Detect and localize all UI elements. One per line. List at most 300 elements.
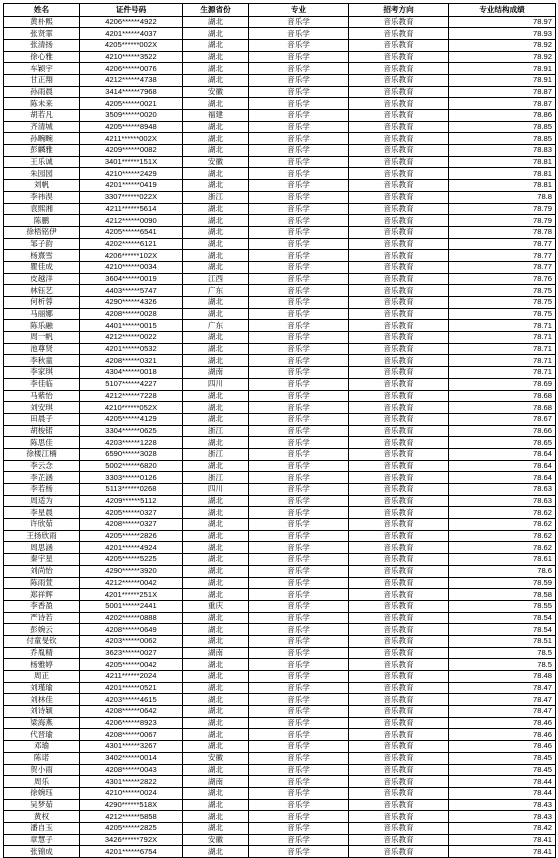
cell-province: 湖南 [183, 647, 249, 659]
table-row [4, 238, 556, 250]
cell-direction: 音乐教育 [349, 250, 449, 262]
cell-direction: 音乐教育 [349, 168, 449, 180]
cell-score: 78.92 [449, 51, 556, 63]
cell-direction: 音乐教育 [349, 121, 449, 133]
cell-direction: 音乐教育 [349, 156, 449, 168]
table-row [4, 378, 556, 390]
cell-id-number: 3307******022X [80, 191, 183, 203]
table-row [4, 787, 556, 799]
table-row [4, 612, 556, 624]
table-row [4, 671, 556, 683]
cell-major: 音乐学 [249, 39, 349, 51]
cell-id-number: 4205******4129 [80, 413, 183, 425]
cell-name: 徐心雅 [4, 51, 80, 63]
cell-name: 陈雨萱 [4, 577, 80, 589]
cell-id-number: 4201******4037 [80, 28, 183, 40]
cell-direction: 音乐教育 [349, 495, 449, 507]
cell-major: 音乐学 [249, 846, 349, 858]
cell-province: 湖北 [183, 799, 249, 811]
cell-direction: 音乐教育 [349, 624, 449, 636]
cell-id-number: 4403******5747 [80, 285, 183, 297]
cell-id-number: 4205******2826 [80, 530, 183, 542]
cell-direction: 音乐教育 [349, 776, 449, 788]
cell-major: 音乐学 [249, 402, 349, 414]
cell-name: 李芷涵 [4, 472, 80, 484]
cell-id-number: 4206******0076 [80, 63, 183, 75]
table-row [4, 776, 556, 788]
table-row [4, 98, 556, 110]
cell-major: 音乐学 [249, 624, 349, 636]
cell-province: 湖北 [183, 635, 249, 647]
cell-name: 刘安琪 [4, 402, 80, 414]
cell-score: 78.85 [449, 121, 556, 133]
cell-major: 音乐学 [249, 530, 349, 542]
cell-province: 湖北 [183, 16, 249, 28]
table-row [4, 729, 556, 741]
cell-province: 湖北 [183, 554, 249, 566]
cell-major: 音乐学 [249, 764, 349, 776]
cell-id-number: 4290******518X [80, 799, 183, 811]
cell-direction: 音乐教育 [349, 16, 449, 28]
cell-province: 湖北 [183, 822, 249, 834]
cell-id-number: 4206******8923 [80, 717, 183, 729]
cell-name: 杨雅婷 [4, 659, 80, 671]
table-row [4, 472, 556, 484]
table-row [4, 355, 556, 367]
cell-name: 周适为 [4, 495, 80, 507]
cell-score: 78.42 [449, 822, 556, 834]
table-row [4, 168, 556, 180]
cell-province: 湖北 [183, 460, 249, 472]
cell-province: 湖北 [183, 787, 249, 799]
cell-name: 李云念 [4, 460, 80, 472]
cell-id-number: 3401******151X [80, 156, 183, 168]
cell-direction: 音乐教育 [349, 530, 449, 542]
table-row [4, 448, 556, 460]
cell-province: 湖北 [183, 413, 249, 425]
cell-major: 音乐学 [249, 297, 349, 309]
table-row [4, 86, 556, 98]
cell-major: 音乐学 [249, 238, 349, 250]
cell-major: 音乐学 [249, 659, 349, 671]
cell-name: 梁海燕 [4, 717, 80, 729]
cell-direction: 音乐教育 [349, 98, 449, 110]
table-row [4, 145, 556, 157]
cell-name: 周正 [4, 671, 80, 683]
cell-score: 78.47 [449, 706, 556, 718]
cell-name: 李祎淏 [4, 191, 80, 203]
cell-major: 音乐学 [249, 191, 349, 203]
cell-name: 张贤霏 [4, 28, 80, 40]
cell-id-number: 4205******0327 [80, 507, 183, 519]
cell-score: 78.62 [449, 507, 556, 519]
cell-major: 音乐学 [249, 285, 349, 297]
cell-score: 78.47 [449, 694, 556, 706]
cell-name: 付童旻钦 [4, 635, 80, 647]
cell-name: 刘诗颖 [4, 706, 80, 718]
cell-direction: 音乐教育 [349, 355, 449, 367]
cell-major: 音乐学 [249, 577, 349, 589]
cell-id-number: 4203******0062 [80, 635, 183, 647]
cell-name: 陈思佳 [4, 437, 80, 449]
cell-id-number: 4210******3522 [80, 51, 183, 63]
cell-direction: 音乐教育 [349, 320, 449, 332]
cell-province: 湖北 [183, 624, 249, 636]
cell-name: 黄权 [4, 811, 80, 823]
cell-major: 音乐学 [249, 448, 349, 460]
cell-province: 湖南 [183, 367, 249, 379]
cell-direction: 音乐教育 [349, 238, 449, 250]
score-table [3, 3, 556, 858]
cell-score: 78.75 [449, 308, 556, 320]
cell-province: 福建 [183, 110, 249, 122]
cell-major: 音乐学 [249, 811, 349, 823]
cell-score: 78.64 [449, 460, 556, 472]
cell-direction: 音乐教育 [349, 297, 449, 309]
cell-direction: 音乐教育 [349, 787, 449, 799]
cell-direction: 音乐教育 [349, 63, 449, 75]
cell-direction: 音乐教育 [349, 846, 449, 858]
cell-id-number: 4208******0327 [80, 519, 183, 531]
cell-major: 音乐学 [249, 752, 349, 764]
cell-major: 音乐学 [249, 180, 349, 192]
table-row [4, 413, 556, 425]
cell-score: 78.5 [449, 659, 556, 671]
cell-score: 78.78 [449, 226, 556, 238]
cell-province: 湖北 [183, 729, 249, 741]
cell-major: 音乐学 [249, 589, 349, 601]
cell-id-number: 4205******8948 [80, 121, 183, 133]
cell-province: 湖北 [183, 764, 249, 776]
cell-id-number: 3509******0020 [80, 110, 183, 122]
cell-province: 湖北 [183, 671, 249, 683]
cell-id-number: 4202******6121 [80, 238, 183, 250]
cell-major: 音乐学 [249, 425, 349, 437]
cell-province: 湖北 [183, 180, 249, 192]
cell-score: 78.97 [449, 16, 556, 28]
cell-province: 湖北 [183, 308, 249, 320]
cell-province: 湖北 [183, 261, 249, 273]
table-row [4, 811, 556, 823]
cell-name: 王乐诚 [4, 156, 80, 168]
cell-id-number: 4210******2429 [80, 168, 183, 180]
cell-id-number: 4201******0521 [80, 682, 183, 694]
cell-province: 湖北 [183, 530, 249, 542]
cell-id-number: 5002******6820 [80, 460, 183, 472]
cell-major: 音乐学 [249, 378, 349, 390]
cell-direction: 音乐教育 [349, 180, 449, 192]
cell-name: 李香盈 [4, 600, 80, 612]
cell-major: 音乐学 [249, 390, 349, 402]
cell-score: 78.77 [449, 250, 556, 262]
cell-direction: 音乐教育 [349, 694, 449, 706]
cell-id-number: 4301******3267 [80, 741, 183, 753]
cell-direction: 音乐教育 [349, 542, 449, 554]
cell-province: 湖北 [183, 145, 249, 157]
cell-score: 78.41 [449, 834, 556, 846]
cell-id-number: 4304******0018 [80, 367, 183, 379]
cell-province: 湖北 [183, 203, 249, 215]
cell-name: 朱园园 [4, 168, 80, 180]
cell-direction: 音乐教育 [349, 741, 449, 753]
table-row [4, 600, 556, 612]
cell-score: 78.71 [449, 332, 556, 344]
cell-province: 湖北 [183, 74, 249, 86]
cell-province: 湖北 [183, 343, 249, 355]
cell-score: 78.51 [449, 635, 556, 647]
cell-major: 音乐学 [249, 413, 349, 425]
table-row [4, 519, 556, 531]
cell-direction: 音乐教育 [349, 682, 449, 694]
table-row [4, 203, 556, 215]
cell-name: 李若杨 [4, 484, 80, 496]
cell-direction: 音乐教育 [349, 612, 449, 624]
cell-province: 湖北 [183, 495, 249, 507]
cell-direction: 音乐教育 [349, 226, 449, 238]
cell-id-number: 4203******1228 [80, 437, 183, 449]
cell-score: 78.54 [449, 612, 556, 624]
cell-direction: 音乐教育 [349, 308, 449, 320]
cell-major: 音乐学 [249, 343, 349, 355]
cell-major: 音乐学 [249, 787, 349, 799]
cell-score: 78.71 [449, 355, 556, 367]
cell-score: 78.87 [449, 86, 556, 98]
cell-id-number: 5113******0268 [80, 484, 183, 496]
table-row [4, 752, 556, 764]
cell-province: 湖南 [183, 776, 249, 788]
cell-name: 邹子韵 [4, 238, 80, 250]
cell-name: 彭婉云 [4, 624, 80, 636]
cell-name: 胡若凡 [4, 110, 80, 122]
cell-major: 音乐学 [249, 156, 349, 168]
cell-major: 音乐学 [249, 273, 349, 285]
cell-name: 吴梦茹 [4, 799, 80, 811]
cell-score: 78.62 [449, 519, 556, 531]
cell-score: 78.46 [449, 717, 556, 729]
cell-province: 江西 [183, 273, 249, 285]
cell-name: 何析蓉 [4, 297, 80, 309]
cell-id-number: 4201******6754 [80, 846, 183, 858]
table-row [4, 215, 556, 227]
cell-id-number: 4205******002X [80, 39, 183, 51]
cell-direction: 音乐教育 [349, 554, 449, 566]
cell-score: 78.48 [449, 671, 556, 683]
cell-score: 78.81 [449, 156, 556, 168]
cell-id-number: 4212******7228 [80, 390, 183, 402]
cell-score: 78.76 [449, 273, 556, 285]
cell-id-number: 3402******0014 [80, 752, 183, 764]
cell-name: 徐楼江楠 [4, 448, 80, 460]
table-row [4, 180, 556, 192]
cell-id-number: 4212******5858 [80, 811, 183, 823]
cell-major: 音乐学 [249, 437, 349, 449]
cell-score: 78.79 [449, 203, 556, 215]
table-row [4, 484, 556, 496]
table-row [4, 51, 556, 63]
cell-id-number: 4201******0419 [80, 180, 183, 192]
cell-province: 浙江 [183, 191, 249, 203]
table-row [4, 226, 556, 238]
cell-id-number: 4212******0022 [80, 332, 183, 344]
table-row [4, 495, 556, 507]
cell-score: 78.8 [449, 191, 556, 203]
cell-direction: 音乐教育 [349, 145, 449, 157]
cell-id-number: 4205******6541 [80, 226, 183, 238]
cell-name: 胡梭锘 [4, 425, 80, 437]
table-row [4, 28, 556, 40]
cell-id-number: 4208******0067 [80, 729, 183, 741]
cell-score: 78.79 [449, 215, 556, 227]
table-row [4, 74, 556, 86]
cell-id-number: 3426******792X [80, 834, 183, 846]
cell-name: 瞿佳成 [4, 261, 80, 273]
cell-id-number: 4211******5614 [80, 203, 183, 215]
cell-direction: 音乐教育 [349, 133, 449, 145]
cell-major: 音乐学 [249, 86, 349, 98]
cell-major: 音乐学 [249, 612, 349, 624]
table-row [4, 390, 556, 402]
table-row [4, 425, 556, 437]
cell-direction: 音乐教育 [349, 764, 449, 776]
cell-id-number: 4208******0028 [80, 308, 183, 320]
cell-major: 音乐学 [249, 226, 349, 238]
cell-score: 78.75 [449, 285, 556, 297]
cell-direction: 音乐教育 [349, 811, 449, 823]
cell-direction: 音乐教育 [349, 799, 449, 811]
table-row [4, 764, 556, 776]
cell-score: 78.77 [449, 238, 556, 250]
cell-id-number: 4201******4924 [80, 542, 183, 554]
cell-major: 音乐学 [249, 635, 349, 647]
cell-province: 湖北 [183, 659, 249, 671]
cell-score: 78.91 [449, 74, 556, 86]
cell-score: 78.83 [449, 145, 556, 157]
cell-direction: 音乐教育 [349, 28, 449, 40]
cell-id-number: 4290******3920 [80, 565, 183, 577]
table-row [4, 507, 556, 519]
cell-id-number: 4209******5112 [80, 495, 183, 507]
cell-score: 78.71 [449, 343, 556, 355]
cell-major: 音乐学 [249, 507, 349, 519]
cell-province: 湖北 [183, 250, 249, 262]
cell-province: 湖北 [183, 846, 249, 858]
cell-major: 音乐学 [249, 694, 349, 706]
cell-province: 湖北 [183, 332, 249, 344]
cell-direction: 音乐教育 [349, 448, 449, 460]
cell-major: 音乐学 [249, 16, 349, 28]
cell-province: 四川 [183, 378, 249, 390]
cell-province: 湖北 [183, 589, 249, 601]
table-row [4, 565, 556, 577]
cell-province: 四川 [183, 484, 249, 496]
cell-name: 郑祥辉 [4, 589, 80, 601]
cell-score: 78.45 [449, 752, 556, 764]
table-row [4, 460, 556, 472]
cell-direction: 音乐教育 [349, 261, 449, 273]
cell-province: 安徽 [183, 86, 249, 98]
cell-score: 78.91 [449, 63, 556, 75]
cell-province: 湖北 [183, 717, 249, 729]
cell-direction: 音乐教育 [349, 635, 449, 647]
cell-id-number: 4210******052X [80, 402, 183, 414]
table-row [4, 343, 556, 355]
cell-direction: 音乐教育 [349, 390, 449, 402]
cell-name: 袁熙湘 [4, 203, 80, 215]
table-row [4, 694, 556, 706]
cell-id-number: 4205******5225 [80, 554, 183, 566]
cell-direction: 音乐教育 [349, 191, 449, 203]
cell-direction: 音乐教育 [349, 565, 449, 577]
table-row [4, 706, 556, 718]
cell-score: 78.46 [449, 741, 556, 753]
table-row [4, 273, 556, 285]
cell-name: 杨熹雪 [4, 250, 80, 262]
cell-province: 湖北 [183, 121, 249, 133]
cell-score: 78.71 [449, 320, 556, 332]
cell-province: 浙江 [183, 472, 249, 484]
cell-province: 湖北 [183, 226, 249, 238]
cell-major: 音乐学 [249, 320, 349, 332]
cell-major: 音乐学 [249, 168, 349, 180]
cell-id-number: 4201******0532 [80, 343, 183, 355]
table-row [4, 624, 556, 636]
cell-direction: 音乐教育 [349, 74, 449, 86]
cell-name: 张锦成 [4, 846, 80, 858]
cell-direction: 音乐教育 [349, 285, 449, 297]
cell-score: 78.71 [449, 367, 556, 379]
cell-id-number: 4205******0042 [80, 659, 183, 671]
cell-score: 78.81 [449, 180, 556, 192]
cell-direction: 音乐教育 [349, 86, 449, 98]
cell-major: 音乐学 [249, 203, 349, 215]
cell-score: 78.87 [449, 98, 556, 110]
table-body [4, 16, 556, 858]
cell-name: 许欣茹 [4, 519, 80, 531]
cell-direction: 音乐教育 [349, 706, 449, 718]
cell-name: 张清扬 [4, 39, 80, 51]
cell-major: 音乐学 [249, 741, 349, 753]
table-row [4, 741, 556, 753]
cell-name: 潘自玉 [4, 822, 80, 834]
cell-major: 音乐学 [249, 729, 349, 741]
cell-major: 音乐学 [249, 834, 349, 846]
cell-id-number: 3604******0019 [80, 273, 183, 285]
cell-province: 湖北 [183, 542, 249, 554]
table-row [4, 635, 556, 647]
cell-name: 邓瑜 [4, 741, 80, 753]
cell-major: 音乐学 [249, 98, 349, 110]
cell-province: 湖北 [183, 39, 249, 51]
cell-name: 严诗若 [4, 612, 80, 624]
cell-direction: 音乐教育 [349, 647, 449, 659]
cell-score: 78.43 [449, 811, 556, 823]
cell-major: 音乐学 [249, 519, 349, 531]
cell-score: 78.68 [449, 390, 556, 402]
cell-score: 78.5 [449, 647, 556, 659]
cell-score: 78.92 [449, 39, 556, 51]
cell-id-number: 4212******0090 [80, 215, 183, 227]
cell-name: 彭麟雅 [4, 145, 80, 157]
cell-direction: 音乐教育 [349, 600, 449, 612]
cell-province: 湖北 [183, 577, 249, 589]
cell-direction: 音乐教育 [349, 822, 449, 834]
cell-score: 78.81 [449, 168, 556, 180]
cell-name: 刘瑾瑜 [4, 682, 80, 694]
cell-major: 音乐学 [249, 110, 349, 122]
table-row [4, 530, 556, 542]
cell-score: 78.47 [449, 682, 556, 694]
cell-direction: 音乐教育 [349, 484, 449, 496]
